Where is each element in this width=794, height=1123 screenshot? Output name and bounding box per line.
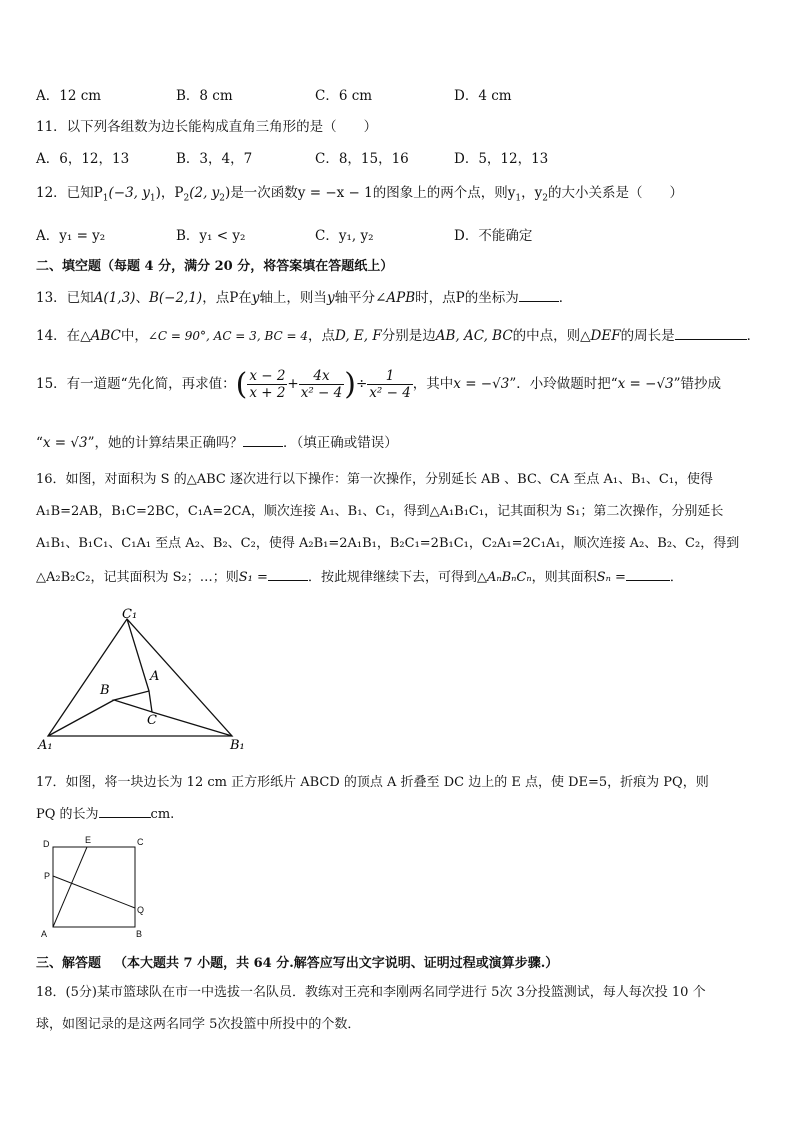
- q10-option-c: C．6 cm: [315, 88, 373, 104]
- q12-option-a: A．y₁ = y₂: [36, 228, 106, 244]
- q17-answer-blank[interactable]: [99, 803, 151, 818]
- q15-fraction-1: $\frac{x - 2}{x + 2}$: [249, 368, 286, 401]
- label-c1: C₁: [122, 607, 138, 622]
- q13: 13．已知A(1,3)、B(−2,1)，点P在y轴上，则当y轴平分∠APB时，点P的坐标为 ．: [36, 286, 764, 306]
- label-p: P: [44, 871, 51, 881]
- q15-line2: “x = √3”，她的计算结果正确吗？ ．（填正确或错误）: [36, 431, 764, 451]
- q10-option-d: D．4 cm: [454, 88, 512, 104]
- q17-line2: PQ 的长为 cm.: [36, 803, 764, 822]
- q18-line1: 18．(5分)某市篮球队在市一中选拔一名队员．教练对王亮和李刚两名同学进行 5次 3分投篮测试，每人每次投 10 个: [36, 985, 706, 1000]
- q18-line2: 球，如图记录的是这两名同学 5次投篮中所投中的个数．: [36, 1017, 361, 1032]
- label-a: A: [41, 929, 48, 939]
- q10-option-b: B．8 cm: [176, 88, 233, 104]
- q15-fraction-3: $\frac{1}{\text{x² − 4}}$: [369, 368, 411, 401]
- label-b: B: [100, 683, 110, 698]
- q15-fraction-2: $\frac{4x}{\text{x² − 4}}$: [300, 368, 343, 401]
- triangle-a1b1c1: [48, 619, 232, 736]
- triangle-figure-q16: [30, 606, 270, 752]
- q16-line1: 16．如图，对面积为 S 的△ABC 逐次进行以下操作：第一次操作，分别延长 AB 、BC、CA 至点 A₁、B₁、C₁，使得: [36, 472, 714, 487]
- label-b1: B₁: [230, 738, 245, 752]
- q15-answer-blank[interactable]: [243, 432, 283, 447]
- label-a1: A₁: [38, 738, 53, 752]
- q16-blank-sn[interactable]: [626, 566, 670, 581]
- section2-title: 二、填空题（每题 4 分，满分 20 分，将答案填在答题纸上）: [36, 259, 394, 274]
- q14-answer-blank[interactable]: [675, 325, 747, 340]
- fold-line-pq: [53, 876, 135, 908]
- q16-line4: △A₂B₂C₂，记其面积为 S₂；…；则S₁ = ．按此规律继续下去，可得到△AₙBₙCₙ，则其面积Sₙ = ．: [36, 566, 764, 585]
- q10-option-a: A．12 cm: [36, 88, 102, 104]
- q11-option-c: C．8，15，16: [315, 151, 409, 167]
- section3-heading: 三、解答题 （本大题共 7 小题，共 64 分.解答应写出文字说明、证明过程或演算步骤.）: [36, 956, 559, 971]
- q11-stem: 11．以下列各组数为边长能构成直角三角形的是（ ）: [36, 119, 378, 135]
- q11-option-d: D．5，12，13: [454, 151, 549, 167]
- label-c: C: [137, 837, 144, 847]
- q16-line3: A₁B₁、B₁C₁、C₁A₁ 至点 A₂、B₂、C₂，使得 A₂B₁=2A₁B₁，B₂C₁=2B₁C₁，C₂A₁=2C₁A₁，顺次连接 A₂、B₂、C₂，得到: [36, 536, 740, 551]
- q11-option-b: B．3，4，7: [176, 151, 253, 167]
- label-a: A: [150, 669, 160, 684]
- q16-line2: A₁B=2AB，B₁C=2BC，C₁A=2CA，顺次连接 A₁、B₁、C₁，得到△A₁B₁C₁，记其面积为 S₁；第二次操作，分别延长: [36, 504, 724, 519]
- q13-answer-blank[interactable]: [519, 287, 559, 302]
- square-abcd: [53, 847, 135, 927]
- label-c: C: [147, 713, 157, 728]
- q16-blank-s1[interactable]: [268, 566, 308, 581]
- label-b: B: [136, 929, 143, 939]
- q12-option-b: B．y₁ < y₂: [176, 228, 246, 244]
- label-e: E: [85, 835, 92, 845]
- q12-option-c: C．y₁, y₂: [315, 228, 374, 244]
- q12-option-d: D．不能确定: [454, 228, 533, 244]
- label-q: Q: [137, 905, 145, 915]
- q15-line1: 15．有一道题“先化简，再求值：( $\frac{x - 2}{x + 2}$ + $\frac{4x}{\text{x² − 4}}$ )÷ $\frac{1}{\text{x² − 4}}$ ，其中x = −√3”．小玲做题时把“x = −√3”错抄成: [36, 367, 722, 402]
- q14: 14．在△ABC中，∠C = 90°, AC = 3, BC = 4，点D, E, F分别是边AB, AC, BC的中点，则△DEF的周长是 ．: [36, 324, 764, 344]
- triangle-abc: [114, 691, 152, 712]
- q12-stem: 12．已知$P_1(-3$, $y_1$)，$P_2(2$, $y_2$)是一次函数y = −x − 1的图象上的两个点，则$y_1$，$y_2$的大小关系是（ ）: [36, 185, 683, 204]
- label-d: D: [43, 839, 50, 849]
- square-fold-figure-q17: [36, 834, 156, 940]
- q11-option-a: A．6，12，13: [36, 151, 130, 167]
- q17-line1: 17．如图，将一块边长为 12 cm 正方形纸片 ABCD 的顶点 A 折叠至 DC 边上的 E 点，使 DE=5，折痕为 PQ，则: [36, 775, 709, 790]
